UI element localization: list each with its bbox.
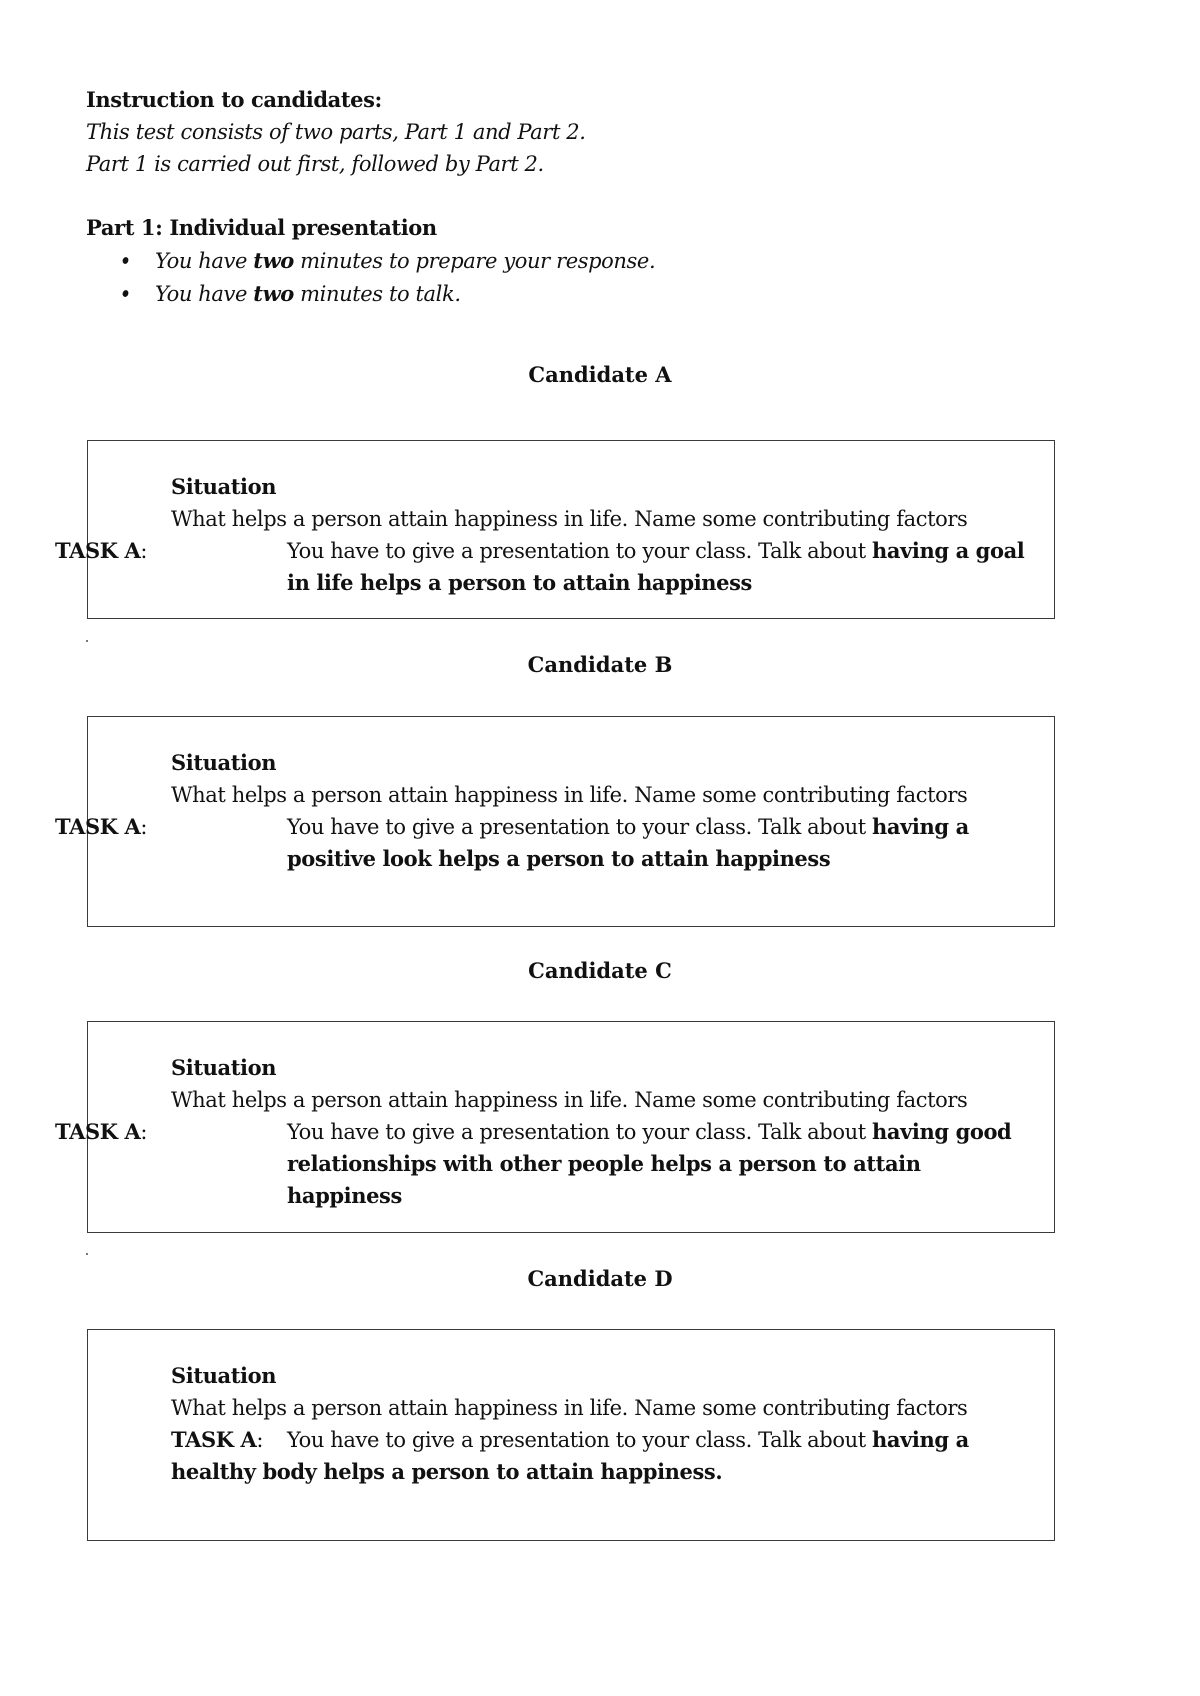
task-row — [55, 811, 1034, 875]
situation-text: What helps a person attain happiness in life. Name some contributing factors — [171, 507, 968, 531]
candidate-d-task-box — [87, 1329, 1055, 1541]
bullet-item-talk — [122, 279, 461, 309]
task-bold-text: having a positive look helps a person to attain happiness — [287, 814, 969, 871]
situation-text: What helps a person attain happiness in life. Name some contributing factors — [171, 783, 968, 807]
situation-title: Situation — [171, 1363, 277, 1388]
bullet-bold: two — [253, 281, 294, 306]
stray-mark — [86, 640, 88, 642]
candidate-b-heading: Candidate B — [527, 652, 673, 677]
task-label: TASK A — [55, 538, 141, 563]
task-text: You have to give a presentation to your class. Talk about — [287, 1120, 873, 1144]
situation-text: What helps a person attain happiness in life. Name some contributing factors — [171, 1088, 968, 1112]
task-label-wrap — [171, 1424, 287, 1456]
bullet-item-prepare — [122, 246, 655, 276]
candidate-a-task-box — [55, 440, 1055, 619]
situation-title: Situation — [171, 474, 277, 499]
bullet-icon — [122, 256, 130, 264]
bullet-bold: two — [253, 248, 294, 273]
candidate-b-task-box — [55, 716, 1055, 927]
bullet-post: minutes to talk. — [293, 282, 461, 306]
part1-heading: Part 1: Individual presentation — [86, 215, 437, 240]
task-row — [55, 535, 1034, 599]
task-text: You have to give a presentation to your class. Talk about — [287, 1428, 873, 1452]
candidate-d-heading: Candidate D — [527, 1266, 673, 1291]
task-bold-text: having a goal in life helps a person to attain happiness — [287, 538, 1025, 595]
task-colon: : — [140, 1120, 148, 1144]
task-label-wrap — [55, 535, 287, 567]
bullet-post: minutes to prepare your response. — [293, 249, 656, 273]
task-bold-text: having a healthy body helps a person to attain happiness. — [171, 1427, 969, 1484]
task-label: TASK A — [55, 1119, 141, 1144]
task-row — [171, 1424, 1034, 1488]
task-text: You have to give a presentation to your class. Talk about — [287, 815, 873, 839]
task-label-wrap — [55, 811, 287, 843]
candidate-c-task-box — [55, 1021, 1055, 1233]
instructions-line-2: Part 1 is carried out first, followed by Part 2. — [86, 152, 544, 176]
candidate-c-heading: Candidate C — [528, 958, 672, 983]
task-colon: : — [140, 539, 148, 563]
task-text: You have to give a presentation to your class. Talk about — [287, 539, 873, 563]
instructions-heading: Instruction to candidates: — [86, 87, 382, 112]
instructions-line-1: This test consists of two parts, Part 1 and Part 2. — [86, 120, 586, 144]
task-colon: : — [140, 815, 148, 839]
situation-title: Situation — [171, 750, 277, 775]
task-label-wrap — [55, 1116, 287, 1148]
bullet-pre: You have — [155, 282, 254, 306]
task-label: TASK A — [171, 1427, 257, 1452]
bullet-icon — [122, 289, 130, 297]
task-label: TASK A — [55, 814, 141, 839]
candidate-a-heading: Candidate A — [528, 362, 672, 387]
situation-text: What helps a person attain happiness in life. Name some contributing factors — [171, 1396, 968, 1420]
task-colon: : — [256, 1428, 264, 1452]
stray-mark — [86, 1253, 88, 1255]
task-bold-text: having good relationships with other people helps a person to attain happiness — [287, 1119, 1012, 1208]
bullet-pre: You have — [155, 249, 254, 273]
situation-title: Situation — [171, 1055, 277, 1080]
task-row — [55, 1116, 1034, 1212]
